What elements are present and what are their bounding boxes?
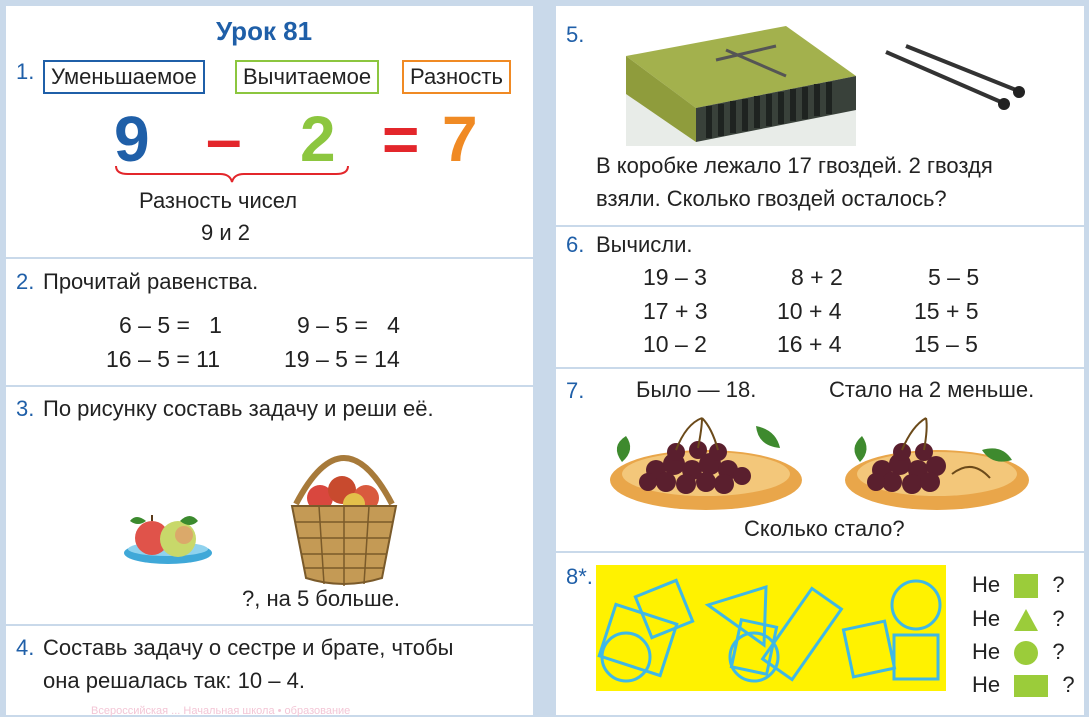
apple-basket-icon xyxy=(284,438,404,588)
ex2-number: 2. xyxy=(16,269,35,294)
apple-plate-icon xyxy=(118,501,218,571)
ex8-question: ? xyxy=(1062,672,1075,697)
ex5-line2: взяли. Сколько гвоздей осталось? xyxy=(596,186,947,211)
brace-icon xyxy=(114,164,350,184)
shape-row xyxy=(972,606,1065,632)
caption-difference: Разность чисел xyxy=(139,188,298,213)
ex3-text: По рисунку составь задачу и реши её. xyxy=(43,396,434,421)
ex4-line2: она решалась так: 10 – 4. xyxy=(43,668,305,693)
ex8-word: Не xyxy=(972,672,1001,697)
subtrahend-digit: 2 xyxy=(300,103,336,175)
ex8-question: ? xyxy=(1052,572,1065,597)
rectangle-icon xyxy=(1014,675,1048,697)
shape-row xyxy=(972,639,1065,665)
lesson-title: Урок 81 xyxy=(216,16,313,46)
watermark: Всероссийская ... Начальная школа • образование xyxy=(91,705,351,717)
left-column xyxy=(6,6,533,715)
ex6-expr: 8 + 2 xyxy=(791,264,843,290)
ex8-word: Не xyxy=(972,572,1001,597)
nail-box-icon xyxy=(626,16,1026,146)
minus-sign: – xyxy=(206,103,242,175)
ex3-caption: ?, на 5 больше. xyxy=(242,586,400,611)
ex3-number: 3. xyxy=(16,396,35,421)
ex5-line1: В коробке лежало 17 гвоздей. 2 гвоздя xyxy=(596,153,993,178)
ex6-expr: 15 – 5 xyxy=(914,331,978,357)
ex4-number: 4. xyxy=(16,635,35,660)
ex2-eq-1: 6 – 5 = 1 xyxy=(119,312,222,338)
ex7-number: 7. xyxy=(566,378,585,403)
ex2-eq-4: 19 – 5 = 14 xyxy=(284,346,400,372)
ex7-question: Сколько стало? xyxy=(744,516,905,541)
ex8-word: Не xyxy=(972,639,1001,664)
shape-row xyxy=(972,572,1065,598)
label-difference: Разность xyxy=(402,60,511,94)
ex6-expr: 17 + 3 xyxy=(643,298,708,324)
equals-sign: = xyxy=(382,103,420,175)
ex6-expr: 10 + 4 xyxy=(777,298,842,324)
caption-numbers: 9 и 2 xyxy=(201,220,250,245)
ex1-number: 1. xyxy=(16,59,35,84)
ex7-was: Было — 18. xyxy=(636,377,757,402)
ex6-expr: 10 – 2 xyxy=(643,331,707,357)
ex2-text: Прочитай равенства. xyxy=(43,269,259,294)
ex6-number: 6. xyxy=(566,232,585,257)
ex4-line1: Составь задачу о сестре и брате, чтобы xyxy=(43,635,454,660)
label-subtrahend: Вычитаемое xyxy=(235,60,379,94)
ex8-question: ? xyxy=(1052,639,1065,664)
ex6-expr: 15 + 5 xyxy=(914,298,979,324)
cherry-plate-icon xyxy=(842,414,1032,514)
minuend-digit: 9 xyxy=(114,103,150,175)
ex8-word: Не xyxy=(972,606,1001,631)
ex8-question: ? xyxy=(1052,606,1065,631)
square-icon xyxy=(1014,574,1038,598)
triangle-icon xyxy=(1014,609,1038,631)
label-minuend: Уменьшаемое xyxy=(43,60,205,94)
ex8-number: 8*. xyxy=(566,564,593,589)
difference-digit: 7 xyxy=(442,103,478,175)
ex6-expr: 16 + 4 xyxy=(777,331,842,357)
ex7-became: Стало на 2 меньше. xyxy=(829,377,1035,402)
ex2-eq-3: 16 – 5 = 11 xyxy=(106,346,221,372)
cherry-plate-icon xyxy=(606,414,806,514)
ex6-text: Вычисли. xyxy=(596,232,693,257)
ex6-expr: 5 – 5 xyxy=(928,264,980,290)
ex6-expr: 19 – 3 xyxy=(643,264,707,290)
right-column xyxy=(556,6,1084,715)
shapes-puzzle-icon xyxy=(596,565,946,691)
shape-row xyxy=(972,672,1075,698)
ex5-number: 5. xyxy=(566,22,585,47)
ex2-eq-2: 9 – 5 = 4 xyxy=(297,312,400,338)
circle-icon xyxy=(1014,641,1038,665)
